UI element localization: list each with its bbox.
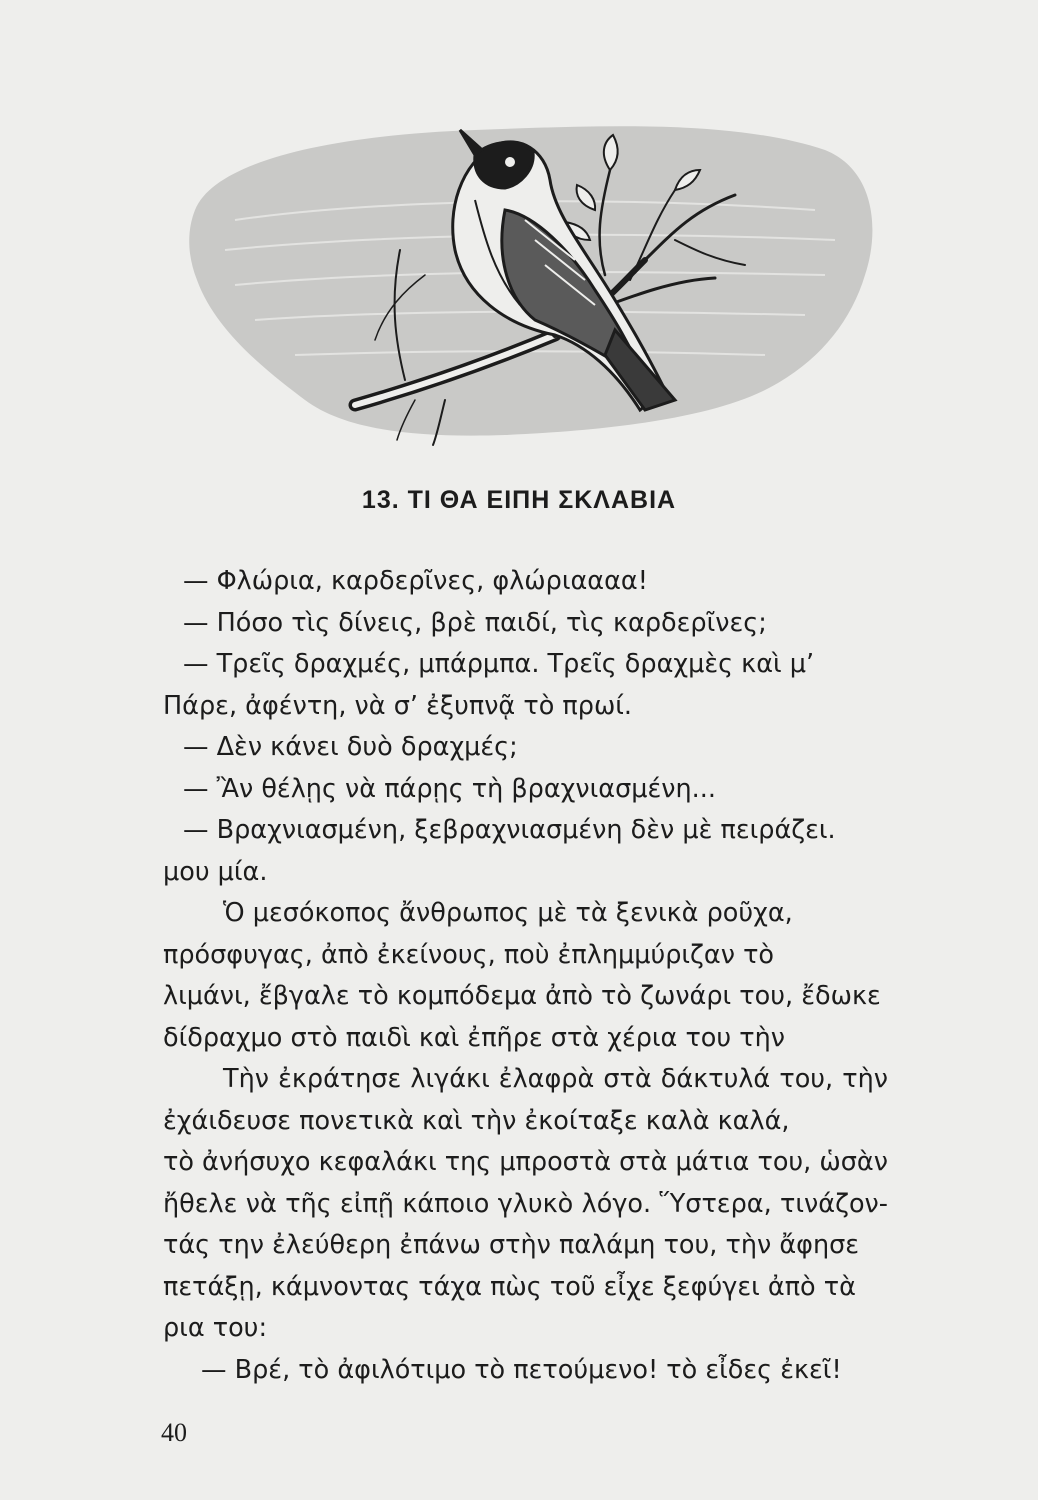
- paragraph-line: Ὁ μεσόκοπος ἄνθρωπος μὲ τὰ ξενικὰ ροῦχα,: [223, 898, 793, 928]
- dialogue-line: — Φλώρια, καρδερῖνες, φλώριαααα!: [183, 566, 648, 596]
- chapter-title: 13. ΤΙ ΘΑ ΕΙΠΗ ΣΚΛΑΒΙΑ: [361, 486, 677, 514]
- paragraph-line: ἐχάιδευσε πονετικὰ καὶ τὴν ἐκοίταξε καλὰ καλά,: [163, 1105, 790, 1136]
- paragraph-line: ρια του:: [163, 1313, 268, 1343]
- dialogue-line: — Τρεῖς δραχμές, μπάρμπα. Τρεῖς δραχμὲς καὶ μ’: [183, 649, 815, 679]
- paragraph-line: δίδραχμο στὸ παιδὶ καὶ ἐπῆρε στὰ χέρια του τὴν: [163, 1022, 786, 1053]
- paragraph-line: τάς την ἐλεύθερη ἐπάνω στὴν παλάμη του, τὴν ἄφησε: [163, 1230, 860, 1260]
- dialogue-line: — Πόσο τὶς δίνεις, βρὲ παιδί, τὶς καρδερῖνες;: [183, 607, 767, 638]
- paragraph-line: Τὴν ἐκράτησε λιγάκι ἐλαφρὰ στὰ δάκτυλά του, τὴν: [223, 1064, 888, 1094]
- paragraph-line: ἤθελε νὰ τῆς εἰπῇ κάποιο γλυκὸ λόγο. Ὕστερα, τινάζον-: [163, 1188, 888, 1219]
- paragraph-line: λιμάνι, ἔβγαλε τὸ κομπόδεμα ἀπὸ τὸ ζωνάρι του, ἔδωκε: [163, 981, 881, 1011]
- dialogue-line: μου μία.: [163, 856, 268, 887]
- paragraph-line: τὸ ἀνήσυχο κεφαλάκι της μπροστὰ στὰ μάτια του, ὡσὰν: [163, 1147, 888, 1177]
- dialogue-line: — Δὲν κάνει δυὸ δραχμές;: [183, 732, 518, 762]
- page-number: 40: [161, 1418, 187, 1447]
- dialogue-line: — Βρέ, τὸ ἀφιλότιμο τὸ πετούμενο! τὸ εἶδες ἐκεῖ!: [201, 1354, 842, 1385]
- story-text: [163, 561, 888, 1391]
- bird-on-branch-illustration: [175, 100, 875, 460]
- paragraph-line: πρόσφυγας, ἀπὸ ἐκείνους, ποὺ ἐπλημμύριζαν τὸ: [163, 939, 775, 970]
- dialogue-line: — Βραχνιασμένη, ξεβραχνιασμένη δὲν μὲ πειράζει.: [183, 815, 836, 845]
- paragraph-line: πετάξῃ, κάμνοντας τάχα πὼς τοῦ εἶχε ξεφύγει ἀπὸ τὰ: [163, 1271, 856, 1302]
- dialogue-line: Πάρε, ἀφέντη, νὰ σ’ ἐξυπνᾷ τὸ πρωί.: [163, 690, 633, 721]
- dialogue-line: — Ἂν θέλῃς νὰ πάρῃς τὴ βραχνιασμένη...: [183, 773, 716, 804]
